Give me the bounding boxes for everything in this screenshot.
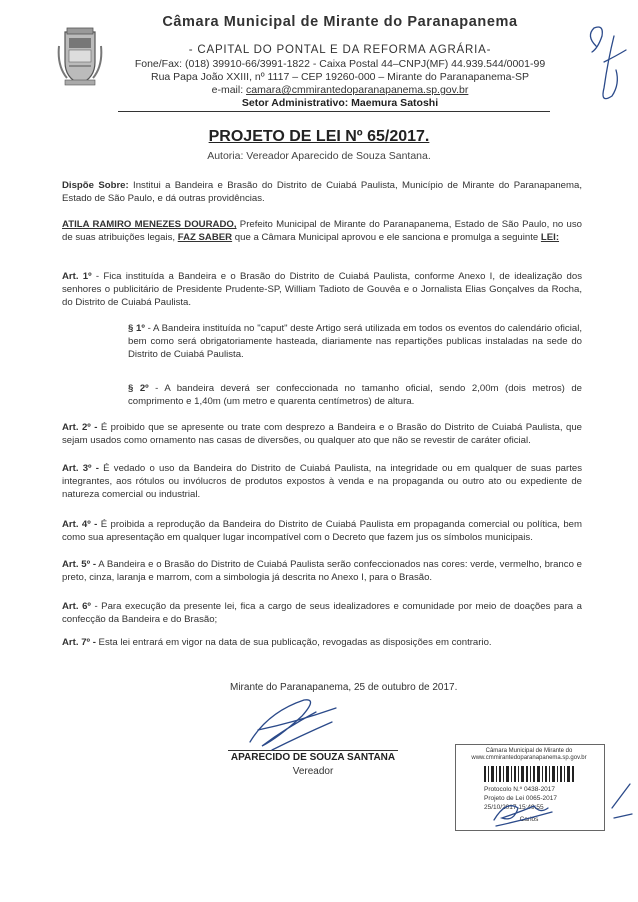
signature-line	[228, 750, 398, 751]
article-2	[62, 421, 582, 447]
stamp-protocol: Protocolo N.º 0438-2017	[484, 786, 556, 793]
org-email-line	[100, 84, 580, 96]
article-6	[62, 600, 582, 626]
email-label: e-mail:	[211, 84, 247, 96]
paragraph-label: § 2º	[128, 383, 149, 394]
org-phone: Fone/Fax: (018) 39910-66/3991-1822 - Caixa Postal 44–CNPJ(MF) 44.939.544/0001-99	[134, 58, 546, 70]
article-label: Art. 2º -	[62, 422, 98, 433]
article-text: A Bandeira e o Brasão do Distrito de Cuiabá Paulista serão confeccionados nas cores: verde, vermelho, branco e preto, cinza, laranja e marrom, com a simbologia já descrita no Anexo I, para o Brasão.	[62, 559, 582, 584]
signer-role: Vereador	[292, 766, 334, 777]
document-title: PROJETO DE LEI Nº 65/2017.	[208, 128, 430, 145]
stamp-project: Projeto de Lei 0065-2017	[484, 795, 558, 802]
signer-name: APARECIDO DE SOUZA SANTANA	[230, 752, 396, 763]
article-3	[62, 462, 582, 502]
preamble-text-1: Prefeito Municipal de Mirante do Paranapanema, Estado de São Paulo, no uso de suas atribuições legais,	[62, 219, 582, 244]
paragraph-text: - A bandeira deverá ser confeccionada no tamanho oficial, sendo 2,00m (dois metros) de comprimento e 1,40m (um metro e quarenta centímetros) de altura.	[128, 383, 582, 408]
org-name: Câmara Municipal de Mirante do Paranapanema	[162, 14, 518, 30]
barcode-icon	[484, 766, 574, 782]
article-4	[62, 518, 582, 544]
article-label: Art. 1º	[62, 271, 92, 282]
document-author: Autoria: Vereador Aparecido de Souza Santana.	[207, 150, 431, 162]
article-label: Art. 6º	[62, 601, 91, 612]
article-text: É proibido que se apresente ou trate com desprezo a Bandeira e o Brasão do Distrito de Cuiabá Paulista, que sejam usados como ornamento nas casas de diversões, ou qualquer ato que não se revestir de caráter oficial.	[62, 422, 582, 447]
stamp-url: www.cmmirantedoparanapanema.sp.gov.br	[471, 755, 587, 761]
article-text: É vedado o uso da Bandeira do Distrito de Cuiabá Paulista, na integridade ou em qualquer de suas partes integrantes, aos rótulos ou invólucros de produtos expostos à venda e na propaganda ou outro ato ou expediente de natureza comercial ou industrial.	[62, 463, 583, 501]
article-7	[62, 636, 582, 649]
org-tagline: - CAPITAL DO PONTAL E DA REFORMA AGRÁRIA-	[188, 44, 492, 56]
stamp-org: Câmara Municipal de Mirante do	[485, 748, 573, 754]
article-text: Esta lei entrará em vigor na data de sua publicação, revogadas as disposições em contrario.	[95, 637, 492, 648]
article-text: É proibida a reprodução da Bandeira do Distrito de Cuiabá Paulista em propaganda comercial ou política, bem como sua apresentação em qualquer lugar incompatível com o Decreto que fazem jus os símbolos municipais.	[62, 519, 582, 544]
article-text: - Para execução da presente lei, fica a cargo de seus idealizadores e comunidade por meio de doações para a confecção da Bandeira e do Brasão;	[62, 601, 582, 626]
article-label: Art. 5º -	[62, 559, 97, 570]
article-label: Art. 7º -	[62, 637, 96, 648]
email-link[interactable]: camara@cmmirantedoparanapanema.sp.gov.br	[246, 84, 469, 96]
date-line: Mirante do Paranapanema, 25 de outubro de 2017.	[230, 682, 458, 693]
article-1	[62, 270, 582, 310]
admin-sector: Setor Administrativo: Maemura Satoshi	[241, 97, 439, 109]
article-label: Art. 4º -	[62, 519, 98, 530]
paragraph-label: § 1º	[128, 323, 145, 334]
mayor-name: ATILA RAMIRO MENEZES DOURADO,	[62, 219, 237, 230]
article-text: - Fica instituída a Bandeira e o Brasão do Distrito de Cuiabá Paulista, conforme Anexo I, de idealização dos senhores o publicitário de Presidente Prudente-SP, William Tadioto de Gouvêa e o Jornalista Elias Gonçalves da Rocha, do Distrito de Cuiabá Paulista.	[62, 271, 582, 309]
org-address: Rua Papa João XXIII, nº 1117 – CEP 19260-000 – Mirante do Paranapanema-SP	[151, 71, 529, 83]
paragraph-2	[128, 382, 582, 408]
ementa-paragraph	[62, 179, 582, 205]
paragraph-1	[128, 322, 582, 362]
header-divider	[118, 111, 550, 112]
coat-of-arms-icon	[57, 26, 103, 88]
paragraph-text: - A Bandeira instituída no "caput" deste Artigo será utilizada em todos os eventos do calendário oficial, bem como será obrigatoriamente hasteada, diariamente nas repartições publicas instaladas na sede do Distrito de Cuiabá Paulista.	[128, 323, 582, 361]
faz-saber: FAZ SABER	[177, 232, 233, 244]
stamp-user: Carlos	[519, 816, 539, 823]
preamble-text-2: que a Câmara Municipal aprovou e ele sanciona e promulga a seguinte	[232, 232, 541, 244]
article-5	[62, 558, 582, 584]
preamble-paragraph	[62, 218, 582, 244]
ementa-text: Institui a Bandeira e Brasão do Distrito de Cuiabá Paulista, Município de Mirante do Paranapanema, Estado de São Paulo, e dá outras providências.	[62, 180, 583, 205]
ementa-label: Dispõe Sobre:	[62, 180, 129, 191]
stamp-datetime: 25/10/2017 15:49:55	[484, 804, 544, 811]
lei-label: LEI:	[540, 232, 560, 244]
article-label: Art. 3º -	[62, 463, 99, 474]
